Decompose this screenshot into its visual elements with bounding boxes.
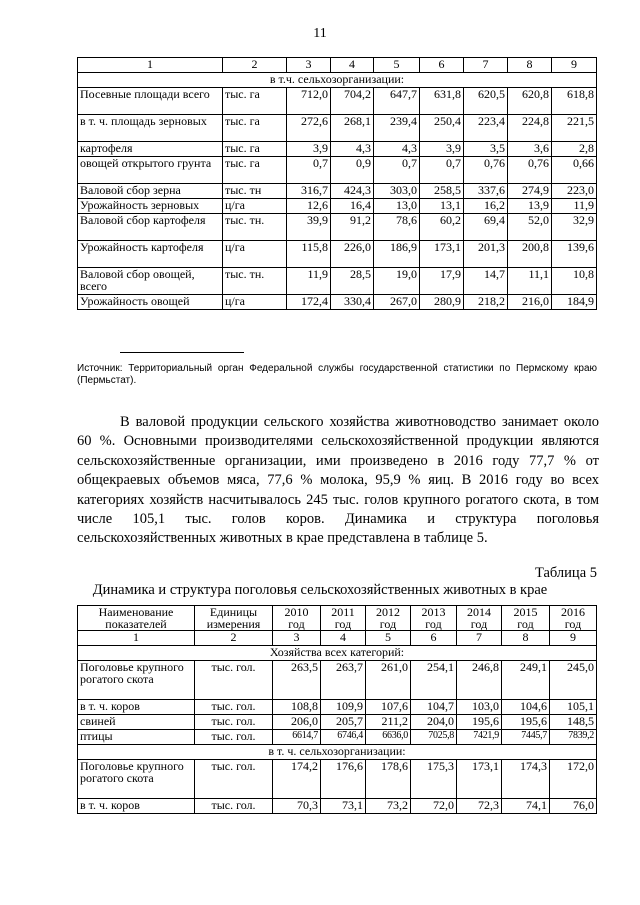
value-cell: 0,9	[331, 157, 374, 184]
column-number: 1	[78, 631, 195, 646]
indicator-name: Урожайность зерновых	[78, 199, 223, 214]
header-year: 2010 год	[273, 606, 321, 631]
unit-cell: тыс. га	[223, 88, 287, 115]
header-unit: Единицы измерения	[195, 606, 273, 631]
table-row	[78, 88, 597, 115]
value-cell: 73,1	[321, 799, 366, 814]
value-cell: 173,1	[420, 241, 464, 268]
value-cell: 19,0	[374, 268, 420, 295]
section-row	[78, 745, 597, 760]
indicator-name: в т. ч. коров	[78, 799, 195, 814]
body-paragraph: В валовой продукции сельского хозяйства животноводство занимает около 60 %. Основными производителями сельскохозяйственной продукции являются сельскохозяйственные организации, ими произведено в 2016 году 77,7 % от общекраевых объемов мяса, 77,6 % молока, 95,9 % яиц. В 2016 году во всех категориях хозяйств насчитывалось 245 тыс. голов крупного рогатого скота, в том числе 105,1 тыс. голов коров. Динамика и структура поголовья сельскохозяйственных животных в крае представлена в таблице 5.	[77, 414, 599, 547]
value-cell: 631,8	[420, 88, 464, 115]
indicator-name: в т. ч. площадь зерновых	[78, 115, 223, 142]
value-cell: 258,5	[420, 184, 464, 199]
indicator-name: картофеля	[78, 142, 223, 157]
value-cell: 0,7	[420, 157, 464, 184]
column-number: 4	[321, 631, 366, 646]
unit-cell: ц/га	[223, 241, 287, 268]
value-cell: 186,9	[374, 241, 420, 268]
value-cell: 39,9	[287, 214, 331, 241]
table-row	[78, 214, 597, 241]
value-cell: 4,3	[331, 142, 374, 157]
indicator-name: Поголовье крупного рогатого скота	[78, 661, 195, 700]
column-number: 2	[223, 58, 287, 73]
value-cell: 0,76	[464, 157, 508, 184]
table-row	[78, 760, 597, 799]
crop-table	[77, 57, 597, 310]
value-cell: 3,5	[464, 142, 508, 157]
unit-cell: ц/га	[223, 199, 287, 214]
value-cell: 201,3	[464, 241, 508, 268]
column-number: 5	[374, 58, 420, 73]
table-row	[78, 295, 597, 310]
unit-cell: тыс. тн.	[223, 214, 287, 241]
value-cell: 704,2	[331, 88, 374, 115]
header-year: 2016 год	[550, 606, 597, 631]
unit-cell: тыс. гол.	[195, 799, 273, 814]
value-cell: 174,2	[273, 760, 321, 799]
value-cell: 148,5	[550, 715, 597, 730]
value-cell: 11,1	[508, 268, 552, 295]
value-cell: 17,9	[420, 268, 464, 295]
value-cell: 223,4	[464, 115, 508, 142]
table-row	[78, 730, 597, 745]
value-cell: 620,8	[508, 88, 552, 115]
column-number: 6	[411, 631, 457, 646]
column-number: 8	[508, 58, 552, 73]
value-cell: 712,0	[287, 88, 331, 115]
table-row	[78, 700, 597, 715]
header-name: Наименование показателей	[78, 606, 195, 631]
table-row	[78, 115, 597, 142]
header-year: 2012 год	[366, 606, 411, 631]
value-cell: 245,0	[550, 661, 597, 700]
value-cell: 184,9	[552, 295, 597, 310]
table-row	[78, 184, 597, 199]
value-cell: 224,8	[508, 115, 552, 142]
indicator-name: в т. ч. коров	[78, 700, 195, 715]
value-cell: 272,6	[287, 115, 331, 142]
header-year: 2014 год	[457, 606, 502, 631]
indicator-name: Валовой сбор зерна	[78, 184, 223, 199]
value-cell: 139,6	[552, 241, 597, 268]
value-cell: 195,6	[502, 715, 550, 730]
value-cell: 104,7	[411, 700, 457, 715]
value-cell: 3,9	[287, 142, 331, 157]
header-row	[78, 606, 597, 631]
value-cell: 70,3	[273, 799, 321, 814]
value-cell: 618,8	[552, 88, 597, 115]
value-cell: 115,8	[287, 241, 331, 268]
indicator-name: Урожайность овощей	[78, 295, 223, 310]
unit-cell: тыс. га	[223, 157, 287, 184]
column-number: 9	[550, 631, 597, 646]
value-cell: 178,6	[366, 760, 411, 799]
column-number: 3	[273, 631, 321, 646]
column-number: 6	[420, 58, 464, 73]
value-cell: 226,0	[331, 241, 374, 268]
value-cell: 11,9	[552, 199, 597, 214]
value-cell: 60,2	[420, 214, 464, 241]
value-cell: 0,7	[287, 157, 331, 184]
unit-cell: тыс. тн	[223, 184, 287, 199]
section-row	[78, 73, 597, 88]
section-title: Хозяйства всех категорий:	[78, 646, 597, 661]
value-cell: 216,0	[508, 295, 552, 310]
value-cell: 172,0	[550, 760, 597, 799]
indicator-name: Урожайность картофеля	[78, 241, 223, 268]
indicator-name: Посевные площади всего	[78, 88, 223, 115]
value-cell: 6746,4	[321, 730, 366, 745]
unit-cell: ц/га	[223, 295, 287, 310]
table-row	[78, 199, 597, 214]
value-cell: 246,8	[457, 661, 502, 700]
value-cell: 195,6	[457, 715, 502, 730]
value-cell: 267,0	[374, 295, 420, 310]
indicator-name: Валовой сбор овощей, всего	[78, 268, 223, 295]
value-cell: 52,0	[508, 214, 552, 241]
value-cell: 16,2	[464, 199, 508, 214]
table-label: Таблица 5	[534, 565, 597, 581]
value-cell: 0,76	[508, 157, 552, 184]
column-number: 4	[331, 58, 374, 73]
value-cell: 176,6	[321, 760, 366, 799]
unit-cell: тыс. га	[223, 115, 287, 142]
value-cell: 647,7	[374, 88, 420, 115]
table-row	[78, 241, 597, 268]
column-number: 8	[502, 631, 550, 646]
value-cell: 105,1	[550, 700, 597, 715]
value-cell: 204,0	[411, 715, 457, 730]
value-cell: 28,5	[331, 268, 374, 295]
unit-cell: тыс. га	[223, 142, 287, 157]
unit-cell: тыс. тн.	[223, 268, 287, 295]
value-cell: 76,0	[550, 799, 597, 814]
indicator-name: Валовой сбор картофеля	[78, 214, 223, 241]
table-caption: Динамика и структура поголовья сельскохозяйственных животных в крае	[92, 582, 548, 598]
value-cell: 250,4	[420, 115, 464, 142]
value-cell: 2,8	[552, 142, 597, 157]
indicator-name: птицы	[78, 730, 195, 745]
value-cell: 280,9	[420, 295, 464, 310]
value-cell: 254,1	[411, 661, 457, 700]
value-cell: 103,0	[457, 700, 502, 715]
value-cell: 223,0	[552, 184, 597, 199]
column-number: 3	[287, 58, 331, 73]
value-cell: 104,6	[502, 700, 550, 715]
value-cell: 14,7	[464, 268, 508, 295]
source-note: Источник: Территориальный орган Федеральной службы государственной статистики по Пермскому краю (Пермьстат).	[77, 363, 597, 386]
value-cell: 13,9	[508, 199, 552, 214]
value-cell: 13,1	[420, 199, 464, 214]
value-cell: 263,5	[273, 661, 321, 700]
value-cell: 620,5	[464, 88, 508, 115]
livestock-table	[77, 605, 597, 814]
value-cell: 4,3	[374, 142, 420, 157]
value-cell: 205,7	[321, 715, 366, 730]
table-row	[78, 142, 597, 157]
value-cell: 261,0	[366, 661, 411, 700]
value-cell: 109,9	[321, 700, 366, 715]
page-number: 11	[313, 26, 327, 41]
value-cell: 7421,9	[457, 730, 502, 745]
table-row	[78, 661, 597, 700]
value-cell: 174,3	[502, 760, 550, 799]
value-cell: 7839,2	[550, 730, 597, 745]
value-cell: 330,4	[331, 295, 374, 310]
value-cell: 316,7	[287, 184, 331, 199]
section-row	[78, 646, 597, 661]
value-cell: 72,0	[411, 799, 457, 814]
table-row	[78, 799, 597, 814]
value-cell: 3,6	[508, 142, 552, 157]
value-cell: 6636,0	[366, 730, 411, 745]
unit-cell: тыс. гол.	[195, 715, 273, 730]
value-cell: 268,1	[331, 115, 374, 142]
unit-cell: тыс. гол.	[195, 730, 273, 745]
value-cell: 7445,7	[502, 730, 550, 745]
value-cell: 16,4	[331, 199, 374, 214]
header-year: 2015 год	[502, 606, 550, 631]
value-cell: 0,66	[552, 157, 597, 184]
value-cell: 78,6	[374, 214, 420, 241]
value-cell: 74,1	[502, 799, 550, 814]
value-cell: 69,4	[464, 214, 508, 241]
unit-cell: тыс. гол.	[195, 661, 273, 700]
column-number: 5	[366, 631, 411, 646]
value-cell: 424,3	[331, 184, 374, 199]
section-title: в т. ч. сельхозорганизации:	[78, 745, 597, 760]
column-number: 7	[464, 58, 508, 73]
value-cell: 239,4	[374, 115, 420, 142]
unit-cell: тыс. гол.	[195, 700, 273, 715]
table-row	[78, 715, 597, 730]
value-cell: 108,8	[273, 700, 321, 715]
value-cell: 211,2	[366, 715, 411, 730]
value-cell: 32,9	[552, 214, 597, 241]
value-cell: 73,2	[366, 799, 411, 814]
value-cell: 6614,7	[273, 730, 321, 745]
value-cell: 218,2	[464, 295, 508, 310]
value-cell: 11,9	[287, 268, 331, 295]
indicator-name: свиней	[78, 715, 195, 730]
column-number: 1	[78, 58, 223, 73]
value-cell: 72,3	[457, 799, 502, 814]
value-cell: 91,2	[331, 214, 374, 241]
header-year: 2013 год	[411, 606, 457, 631]
value-cell: 12,6	[287, 199, 331, 214]
value-cell: 172,4	[287, 295, 331, 310]
value-cell: 107,6	[366, 700, 411, 715]
footnote-rule	[120, 352, 244, 353]
value-cell: 337,6	[464, 184, 508, 199]
value-cell: 200,8	[508, 241, 552, 268]
value-cell: 249,1	[502, 661, 550, 700]
section-title: в т.ч. сельхозорганизации:	[78, 73, 597, 88]
column-number: 2	[195, 631, 273, 646]
value-cell: 7025,8	[411, 730, 457, 745]
value-cell: 3,9	[420, 142, 464, 157]
header-year: 2011 год	[321, 606, 366, 631]
value-cell: 10,8	[552, 268, 597, 295]
value-cell: 221,5	[552, 115, 597, 142]
value-cell: 263,7	[321, 661, 366, 700]
indicator-name: Поголовье крупного рогатого скота	[78, 760, 195, 799]
value-cell: 303,0	[374, 184, 420, 199]
value-cell: 0,7	[374, 157, 420, 184]
table-row	[78, 157, 597, 184]
column-number-row	[78, 58, 597, 73]
column-number-row	[78, 631, 597, 646]
indicator-name: овощей открытого грунта	[78, 157, 223, 184]
unit-cell: тыс. гол.	[195, 760, 273, 799]
value-cell: 206,0	[273, 715, 321, 730]
value-cell: 274,9	[508, 184, 552, 199]
value-cell: 173,1	[457, 760, 502, 799]
value-cell: 175,3	[411, 760, 457, 799]
table-row	[78, 268, 597, 295]
column-number: 9	[552, 58, 597, 73]
column-number: 7	[457, 631, 502, 646]
value-cell: 13,0	[374, 199, 420, 214]
